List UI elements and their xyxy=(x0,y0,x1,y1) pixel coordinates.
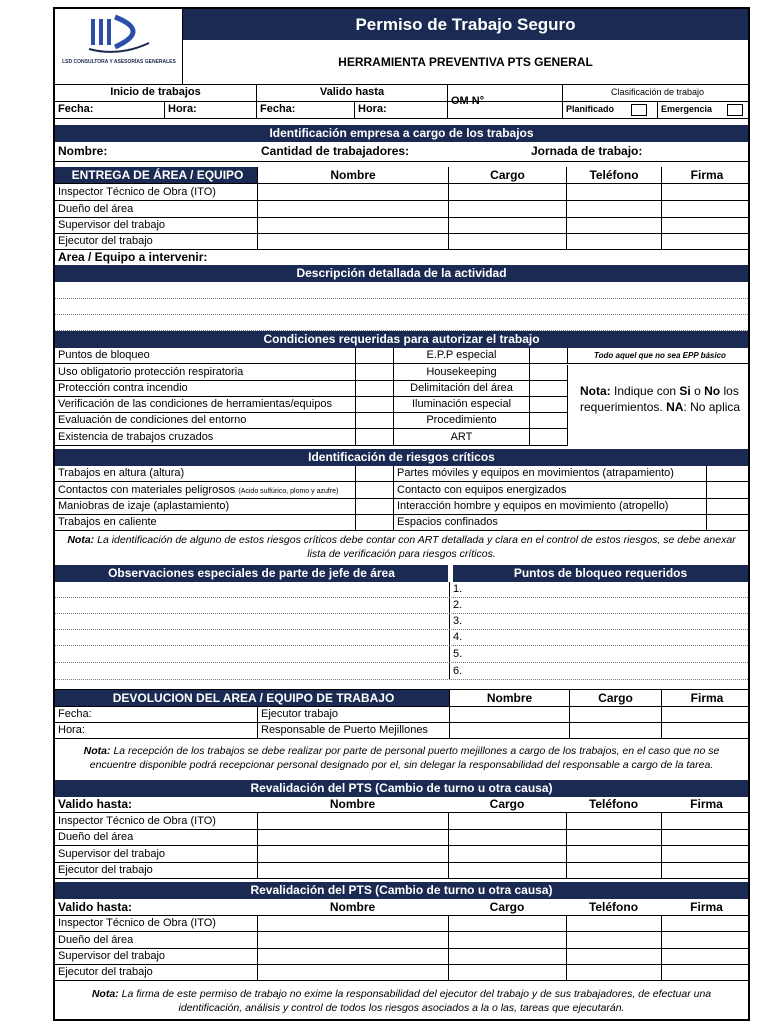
riesgo-label: Partes móviles y equipos en movimientos (atrapamiento) xyxy=(393,466,706,481)
condicion-check[interactable] xyxy=(355,429,393,445)
condicion-check[interactable] xyxy=(355,381,393,396)
condicion-check[interactable] xyxy=(355,364,393,380)
emergencia-checkbox[interactable] xyxy=(727,104,743,116)
revalidacion-cell[interactable] xyxy=(661,916,750,931)
revalidacion-cell[interactable] xyxy=(661,813,750,829)
revalidacion-cell[interactable] xyxy=(661,830,750,845)
condicion-label: Puntos de bloqueo xyxy=(58,349,150,361)
revalidacion-cell[interactable] xyxy=(566,965,661,980)
devolucion-col-nombre: Nombre xyxy=(449,690,569,706)
revalidacion-cell[interactable] xyxy=(448,916,566,931)
entrega-cell[interactable] xyxy=(257,184,448,200)
devolucion-hora-field[interactable]: Hora: xyxy=(58,724,85,736)
revalidacion-cell[interactable] xyxy=(257,863,448,878)
devolucion-col-firma: Firma xyxy=(661,690,750,706)
riesgo-label: Maniobras de izaje (aplastamiento) xyxy=(58,500,230,512)
entrega-row-label: Inspector Técnico de Obra (ITO) xyxy=(58,186,216,198)
condicion-check[interactable] xyxy=(529,413,567,428)
devolucion-cell[interactable] xyxy=(569,707,661,722)
revalidacion-cell[interactable] xyxy=(448,965,566,980)
logo-box xyxy=(55,9,183,85)
revalidacion-cell[interactable] xyxy=(661,863,750,878)
revalidacion-col-cargo: Cargo xyxy=(489,797,525,811)
entrega-cell[interactable] xyxy=(566,218,661,233)
revalidacion-cell[interactable] xyxy=(257,965,448,980)
om-number-field[interactable]: OM N° xyxy=(447,85,562,118)
inicio-label: Inicio de trabajos xyxy=(110,86,201,98)
revalidacion-col-telefono: Teléfono xyxy=(588,797,639,811)
condicion-label: Protección contra incendio xyxy=(58,382,188,394)
entrega-row-label: Dueño del área xyxy=(58,203,134,215)
observaciones-line[interactable] xyxy=(55,614,449,629)
revalidacion-row-label: Supervisor del trabajo xyxy=(58,848,166,860)
revalidacion-cell[interactable] xyxy=(257,916,448,931)
observaciones-band: Observaciones especiales de parte de jefe de área xyxy=(55,565,448,582)
revalidacion-row-label: Ejecutor del trabajo xyxy=(58,966,153,978)
revalidacion-row-label: Inspector Técnico de Obra (ITO) xyxy=(58,917,216,929)
devolucion-row-label: Ejecutor trabajo xyxy=(257,707,449,722)
devolucion-row-label: Responsable de Puerto Mejillones xyxy=(257,723,449,738)
revalidacion-cell[interactable] xyxy=(661,932,750,948)
entrega-cell[interactable] xyxy=(566,201,661,217)
descripcion-band: Descripción detallada de la actividad xyxy=(55,265,748,282)
revalidacion-cell[interactable] xyxy=(566,830,661,845)
revalidacion-col-nombre: Nombre xyxy=(329,797,376,811)
revalidacion-cell[interactable] xyxy=(257,830,448,845)
entrega-cell[interactable] xyxy=(257,234,448,249)
revalidacion-valido-field[interactable]: Valido hasta: xyxy=(58,900,133,914)
condicion-label: ART xyxy=(393,429,529,445)
entrega-title: ENTREGA DE ÁREA / EQUIPO xyxy=(55,167,257,183)
condicion-label: Uso obligatorio protección respiratoria xyxy=(58,366,244,378)
revalidacion-cell[interactable] xyxy=(257,949,448,964)
riesgo-check[interactable] xyxy=(706,482,750,498)
entrega-cell[interactable] xyxy=(257,201,448,217)
subtitle: HERRAMIENTA PREVENTIVA PTS GENERAL xyxy=(183,40,748,85)
revalidacion-cell[interactable] xyxy=(566,932,661,948)
riesgo-label: Contacto con equipos energizados xyxy=(393,482,706,498)
observaciones-line[interactable] xyxy=(55,598,449,613)
devolucion-cell[interactable] xyxy=(449,723,569,738)
revalidacion-col-firma: Firma xyxy=(690,797,723,811)
footer-nota: Nota: La firma de este permiso de trabajo no exime la responsabilidad del ejecutor del trabajo y de sus trabajadores, de efectuar una identificación, análisis y control de todos los riesgos asociados a la o las, tareas que ejecutarán. xyxy=(91,988,712,1014)
revalidacion-row-label: Inspector Técnico de Obra (ITO) xyxy=(58,815,216,827)
riesgo-check[interactable] xyxy=(355,466,393,481)
revalidacion-col-firma: Firma xyxy=(690,900,723,914)
condicion-check[interactable] xyxy=(355,397,393,412)
condiciones-nota: Nota: Indique con Si o No los requerimientos. NA: No aplica xyxy=(567,365,750,446)
condicion-check[interactable] xyxy=(355,348,393,363)
revalidacion-cell[interactable] xyxy=(661,949,750,964)
planificado-label: Planificado xyxy=(562,102,657,118)
emergencia-label: Emergencia xyxy=(657,102,750,118)
revalidacion-valido-field[interactable]: Valido hasta: xyxy=(58,797,133,811)
revalidacion-cell[interactable] xyxy=(661,965,750,980)
entrega-cell[interactable] xyxy=(566,184,661,200)
devolucion-col-cargo: Cargo xyxy=(569,690,661,706)
revalidacion-col-nombre: Nombre xyxy=(329,900,376,914)
entrega-col-cargo: Cargo xyxy=(448,167,566,183)
revalidacion-cell[interactable] xyxy=(566,863,661,878)
revalidacion-row-label: Dueño del área xyxy=(58,831,134,843)
condicion-check[interactable] xyxy=(529,381,567,396)
entrega-col-telefono: Teléfono xyxy=(566,167,661,183)
logo-text: LSD CONSULTORA Y ASESORÍAS GENERALES xyxy=(62,59,176,65)
condicion-check[interactable] xyxy=(529,397,567,412)
area-equipo-field[interactable]: Area / Equipo a intervenir: xyxy=(58,250,208,264)
entrega-cell[interactable] xyxy=(448,218,566,233)
work-permit-form xyxy=(53,7,750,1021)
devolucion-cell[interactable] xyxy=(449,707,569,722)
condicion-label: Existencia de trabajos cruzados xyxy=(58,431,214,443)
planificado-checkbox[interactable] xyxy=(631,104,647,116)
title-band xyxy=(183,9,748,40)
riesgo-check[interactable] xyxy=(706,515,750,530)
observaciones-line[interactable] xyxy=(55,646,449,662)
riesgo-check[interactable] xyxy=(706,499,750,514)
riesgo-label: Interacción hombre y equipos en movimiento (atropello) xyxy=(393,499,706,514)
entrega-cell[interactable] xyxy=(448,184,566,200)
revalidacion-cell[interactable] xyxy=(257,846,448,862)
revalidacion-cell[interactable] xyxy=(661,846,750,862)
revalidacion-col-telefono: Teléfono xyxy=(588,900,639,914)
entrega-cell[interactable] xyxy=(661,218,750,233)
condicion-label: E.P.P especial xyxy=(393,348,529,363)
revalidacion-row-label: Supervisor del trabajo xyxy=(58,950,166,962)
descripcion-line[interactable] xyxy=(55,282,748,299)
epp-note: Todo aquel que no sea EPP básico xyxy=(567,348,750,363)
punto-bloqueo-item[interactable]: 4. xyxy=(449,630,750,645)
condicion-check[interactable] xyxy=(355,413,393,428)
revalidacion-cell[interactable] xyxy=(448,830,566,845)
entrega-cell[interactable] xyxy=(566,234,661,249)
entrega-row-label: Supervisor del trabajo xyxy=(58,219,166,231)
entrega-col-nombre: Nombre xyxy=(257,167,448,183)
condicion-check[interactable] xyxy=(529,364,567,380)
revalidacion-cell[interactable] xyxy=(448,949,566,964)
observaciones-line[interactable] xyxy=(55,582,449,597)
entrega-cell[interactable] xyxy=(661,234,750,249)
puntos-bloqueo-band: Puntos de bloqueo requeridos xyxy=(452,565,748,582)
devolucion-nota: Nota: La recepción de los trabajos se debe realizar por parte de personal puerto mejillones a cargo de los trabajos, en el caso que no se encuentre disponible podrá recepcionar personal designado por el, sin delegar la responsabilidad del responsable a cargo de la tarea. xyxy=(83,745,720,771)
riesgos-band: Identificación de riesgos críticos xyxy=(55,449,748,466)
devolucion-cell[interactable] xyxy=(569,723,661,738)
punto-bloqueo-item[interactable]: 1. xyxy=(449,582,750,597)
revalidacion-cell[interactable] xyxy=(566,949,661,964)
revalidacion-band-2: Revalidación del PTS (Cambio de turno u otra causa) xyxy=(55,882,748,899)
condicion-label: Iluminación especial xyxy=(393,397,529,412)
descripcion-line[interactable] xyxy=(55,315,748,331)
revalidacion-cell[interactable] xyxy=(448,846,566,862)
riesgo-label: Espacios confinados xyxy=(393,515,706,530)
riesgo-check[interactable] xyxy=(355,515,393,530)
revalidacion-row-label: Ejecutor del trabajo xyxy=(58,864,153,876)
revalidacion-cell[interactable] xyxy=(257,932,448,948)
condicion-check[interactable] xyxy=(529,348,567,363)
punto-bloqueo-item[interactable]: 5. xyxy=(449,646,750,662)
revalidacion-col-cargo: Cargo xyxy=(489,900,525,914)
inicio-fecha[interactable]: Fecha: xyxy=(58,103,94,115)
observaciones-line[interactable] xyxy=(55,663,449,679)
revalidacion-band-1: Revalidación del PTS (Cambio de turno u otra causa) xyxy=(55,780,748,797)
condicion-check[interactable] xyxy=(529,429,567,445)
company-logo-icon xyxy=(55,9,183,85)
riesgo-label: Contactos con materiales peligrosos (Acido sulfúrico, plomo y azufre) xyxy=(58,484,339,496)
riesgos-nota: Nota: La identificación de alguno de estos riesgos críticos debe contar con ART detallada y clara en el control de estos riesgos, se debe anexar lista de verificación para riesgos críticos. xyxy=(67,534,736,560)
punto-bloqueo-item[interactable]: 3. xyxy=(449,614,750,629)
condicion-label: Housekeeping xyxy=(393,364,529,380)
condiciones-band: Condiciones requeridas para autorizar el trabajo xyxy=(55,331,748,348)
valido-hora[interactable]: Hora: xyxy=(354,102,447,118)
riesgo-label: Trabajos en caliente xyxy=(58,516,157,528)
riesgo-check[interactable] xyxy=(355,482,393,498)
entrega-row-label: Ejecutor del trabajo xyxy=(58,235,153,247)
devolucion-fecha-field[interactable]: Fecha: xyxy=(58,708,92,720)
condicion-label: Procedimiento xyxy=(393,413,529,428)
revalidacion-row-label: Dueño del área xyxy=(58,934,134,946)
empresa-band: Identificación empresa a cargo de los trabajos xyxy=(55,125,748,142)
condicion-label: Verificación de las condiciones de herramientas/equipos xyxy=(58,398,332,410)
condicion-label: Evaluación de condiciones del entorno xyxy=(58,414,247,426)
cantidad-trabajadores-field[interactable]: Cantidad de trabajadores: xyxy=(261,144,410,158)
revalidacion-cell[interactable] xyxy=(448,932,566,948)
revalidacion-cell[interactable] xyxy=(566,813,661,829)
punto-bloqueo-item[interactable]: 2. xyxy=(449,598,750,613)
entrega-col-firma: Firma xyxy=(661,167,750,183)
revalidacion-cell[interactable] xyxy=(566,846,661,862)
riesgo-check[interactable] xyxy=(706,466,750,481)
revalidacion-cell[interactable] xyxy=(566,916,661,931)
observaciones-line[interactable] xyxy=(55,630,449,645)
entrega-cell[interactable] xyxy=(661,184,750,200)
descripcion-line[interactable] xyxy=(55,299,748,315)
revalidacion-cell[interactable] xyxy=(448,813,566,829)
entrega-cell[interactable] xyxy=(448,234,566,249)
revalidacion-cell[interactable] xyxy=(448,863,566,878)
devolucion-cell[interactable] xyxy=(661,707,750,722)
valido-fecha[interactable]: Fecha: xyxy=(256,102,354,118)
page-title: Permiso de Trabajo Seguro xyxy=(355,15,576,34)
devolucion-title: DEVOLUCION DEL AREA / EQUIPO DE TRABAJO xyxy=(55,690,449,706)
entrega-cell[interactable] xyxy=(257,218,448,233)
jornada-field[interactable]: Jornada de trabajo: xyxy=(531,144,643,158)
devolucion-cell[interactable] xyxy=(661,723,750,738)
revalidacion-cell[interactable] xyxy=(257,813,448,829)
clasificacion-label: Clasificación de trabajo xyxy=(562,85,750,101)
condicion-label: Delimitación del área xyxy=(393,381,529,396)
punto-bloqueo-item[interactable]: 6. xyxy=(449,663,750,679)
entrega-cell[interactable] xyxy=(448,201,566,217)
riesgo-label: Trabajos en altura (altura) xyxy=(58,467,185,479)
entrega-cell[interactable] xyxy=(661,201,750,217)
empresa-nombre-field[interactable]: Nombre: xyxy=(58,144,108,158)
inicio-hora[interactable]: Hora: xyxy=(164,102,256,118)
riesgo-check[interactable] xyxy=(355,499,393,514)
valido-label: Valido hasta xyxy=(256,85,447,101)
